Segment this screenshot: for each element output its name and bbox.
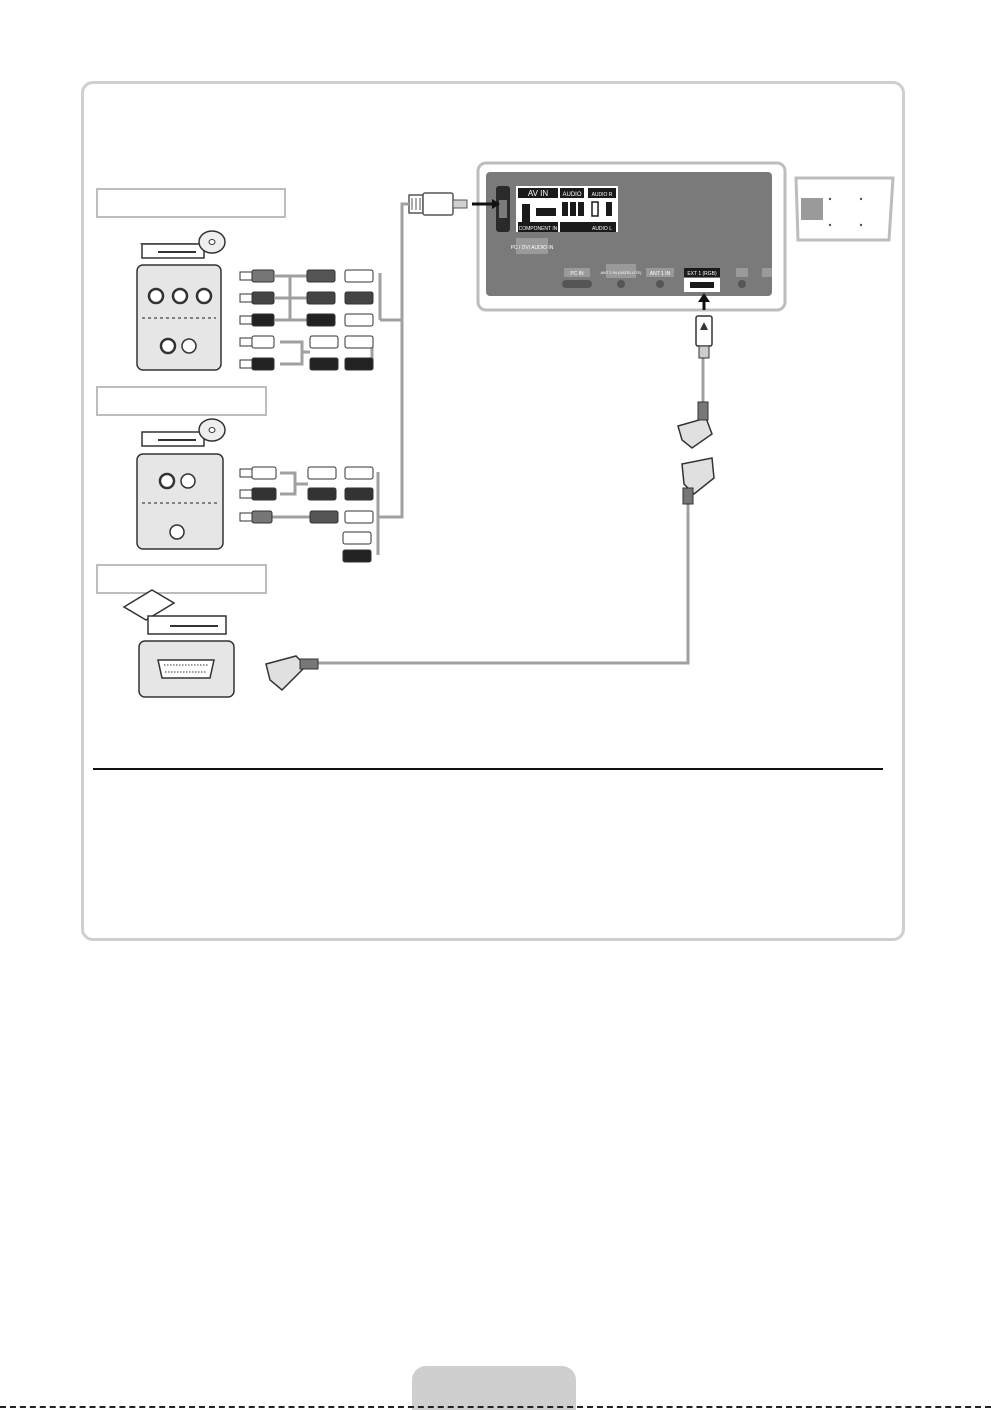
vcr-icon (124, 590, 226, 634)
scart-plug-icon (266, 656, 318, 690)
dvd-player-icon (142, 231, 225, 258)
ext1-rgb-text: EXT 1 (RGB) (687, 271, 717, 277)
audio-text: AUDIO (562, 192, 582, 198)
video-jack (522, 204, 530, 222)
ant1-in-port (656, 280, 664, 288)
ext1-rgb-port (690, 282, 714, 288)
dvd-player-icon (142, 419, 225, 446)
cut-line (0, 1406, 991, 1408)
pc-dvi-audio-in-text: PC / DVI AUDIO IN (510, 245, 554, 251)
page-tab (412, 1366, 576, 1410)
pc-in-port (562, 280, 592, 288)
rca-plugs-av (240, 467, 373, 562)
audio-r-text: AUDIO R (591, 192, 613, 198)
section-divider (93, 768, 883, 770)
ant1-in-text: ANT 1 IN (649, 271, 671, 277)
pc-in-text: PC IN (570, 271, 584, 277)
av-in-text: AV IN (527, 189, 549, 198)
ant2-in-port (617, 280, 625, 288)
scart-plug-icon (678, 402, 712, 448)
ant2-in-text: ANT 2 IN (SATELLITE) (600, 270, 642, 275)
tv-rear-thumbnail (796, 178, 893, 240)
audio-l-text: AUDIO L (591, 226, 613, 232)
av-output-panel (137, 454, 223, 549)
component-in-text: COMPONENT IN (518, 226, 558, 232)
tv-back-panel (478, 163, 785, 310)
scart-plug-icon (682, 458, 714, 504)
rca-plugs-component (240, 270, 373, 370)
component-output-panel (137, 265, 221, 370)
scart-output-panel (139, 641, 234, 697)
